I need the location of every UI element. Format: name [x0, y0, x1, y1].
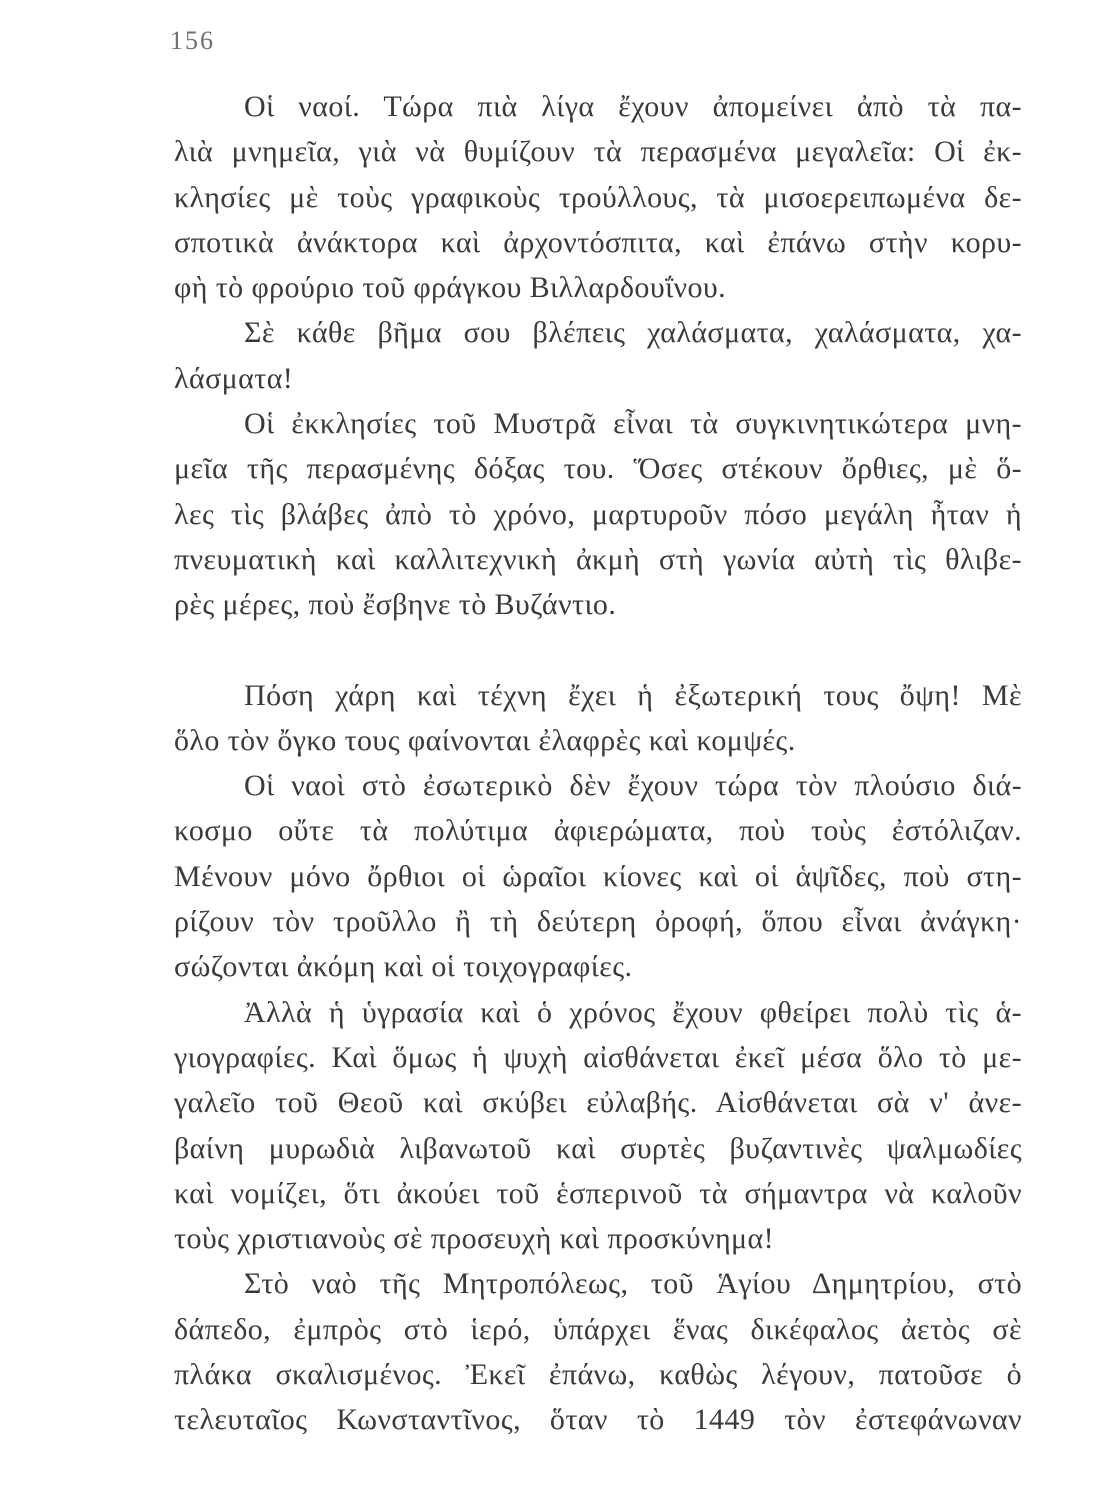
- text-line: ρὲς μέρες, ποὺ ἔσβηνε τὸ Βυζάντιο.: [174, 588, 617, 622]
- paragraph: [174, 763, 1022, 989]
- text-line: ὅλο τὸν ὄγκο τους φαίνονται ἐλαφρὲς καὶ κομψές.: [174, 723, 796, 757]
- paragraph: [174, 401, 1022, 627]
- body-text: [174, 84, 1022, 1443]
- text-line: βαίνη μυρωδιὰ λιβανωτοῦ καὶ συρτὲς βυζαντινὲς ψαλμωδίες: [174, 1131, 1022, 1165]
- paragraph: [174, 310, 1022, 401]
- text-line: Οἱ ναοὶ στὸ ἐσωτερικὸ δὲν ἔχουν τώρα τὸν πλούσιο διά-: [244, 769, 1022, 803]
- text-line: σώζονται ἀκόμη καὶ οἱ τοιχογραφίες.: [174, 950, 633, 984]
- text-line: γιογραφίες. Καὶ ὅμως ἡ ψυχὴ αἰσθάνεται ἐκεῖ μέσα ὅλο τὸ με-: [174, 1040, 1022, 1074]
- text-line: πλάκα σκαλισμένος. Ἐκεῖ ἐπάνω, καθὼς λέγουν, πατοῦσε ὁ: [174, 1358, 1022, 1392]
- text-line: λες τὶς βλάβες ἀπὸ τὸ χρόνο, μαρτυροῦν πόσο μεγάλη ἦταν ἡ: [174, 497, 1022, 531]
- text-line: Οἱ ἐκκλησίες τοῦ Μυστρᾶ εἶναι τὰ συγκινητικώτερα μνη-: [244, 407, 1022, 441]
- text-line: τοὺς χριστιανοὺς σὲ προσευχὴ καὶ προσκύνημα!: [174, 1222, 775, 1256]
- text-line: γαλεῖο τοῦ Θεοῦ καὶ σκύβει εὐλαβής. Αἰσθάνεται σὰ ν' ἀνε-: [174, 1086, 1022, 1120]
- text-line: κλησίες μὲ τοὺς γραφικοὺς τρούλλους, τὰ μισοερειπωμένα δε-: [174, 180, 1022, 214]
- text-line: κοσμο οὔτε τὰ πολύτιμα ἀφιερώματα, ποὺ τοὺς ἐστόλιζαν.: [174, 814, 1022, 848]
- text-line: Στὸ ναὸ τῆς Μητροπόλεως, τοῦ Ἁγίου Δημητρίου, στὸ: [244, 1267, 1022, 1301]
- text-line: ρίζουν τὸν τροῦλλο ἢ τὴ δεύτερη ὀροφή, ὅπου εἶναι ἀνάγκη·: [174, 905, 1022, 939]
- paragraph: [174, 673, 1022, 764]
- text-line: Σὲ κάθε βῆμα σου βλέπεις χαλάσματα, χαλάσματα, χα-: [244, 316, 1022, 350]
- text-line: μεῖα τῆς περασμένης δόξας του. Ὅσες στέκουν ὄρθιες, μὲ ὅ-: [174, 452, 1022, 486]
- text-line: σποτικὰ ἀνάκτορα καὶ ἀρχοντόσπιτα, καὶ ἐπάνω στὴν κορυ-: [174, 225, 1022, 259]
- page-number: 156: [170, 26, 215, 55]
- text-line: Μένουν μόνο ὄρθιοι οἱ ὡραῖοι κίονες καὶ οἱ ἁψῖδες, ποὺ στη-: [174, 859, 1022, 893]
- text-line: φὴ τὸ φρούριο τοῦ φράγκου Βιλλαρδουΐνου.: [174, 271, 727, 305]
- text-line: πνευματικὴ καὶ καλλιτεχνικὴ ἀκμὴ στὴ γωνία αὐτὴ τὶς θλιβε-: [174, 542, 1022, 576]
- text-line: Οἱ ναοί. Τώρα πιὰ λίγα ἔχουν ἀπομείνει ἀπὸ τὰ πα-: [244, 90, 1022, 123]
- text-line: λιὰ μνημεῖα, γιὰ νὰ θυμίζουν τὰ περασμένα μεγαλεῖα: Οἱ ἐκ-: [174, 135, 1022, 169]
- text-line: καὶ νομίζει, ὅτι ἀκούει τοῦ ἑσπερινοῦ τὰ σήμαντρα νὰ καλοῦν: [174, 1176, 1022, 1210]
- paragraph: [174, 1261, 1022, 1442]
- text-line: Πόση χάρη καὶ τέχνη ἔχει ἡ ἐξωτερική τους ὄψη! Μὲ: [244, 678, 1022, 712]
- section-break: [174, 628, 1022, 673]
- text-line: δάπεδο, ἐμπρὸς στὸ ἱερό, ὑπάρχει ἕνας δικέφαλος ἀετὸς σὲ: [174, 1312, 1022, 1346]
- paragraph: [174, 84, 1022, 310]
- paragraph: [174, 990, 1022, 1262]
- text-line: λάσματα!: [174, 361, 294, 395]
- text-line: τελευταῖος Κωνσταντῖνος, ὅταν τὸ 1449 τὸν ἐστεφάνωναν: [174, 1403, 1022, 1437]
- text-line: Ἀλλὰ ἡ ὑγρασία καὶ ὁ χρόνος ἔχουν φθείρει πολὺ τὶς ἁ-: [244, 995, 1022, 1029]
